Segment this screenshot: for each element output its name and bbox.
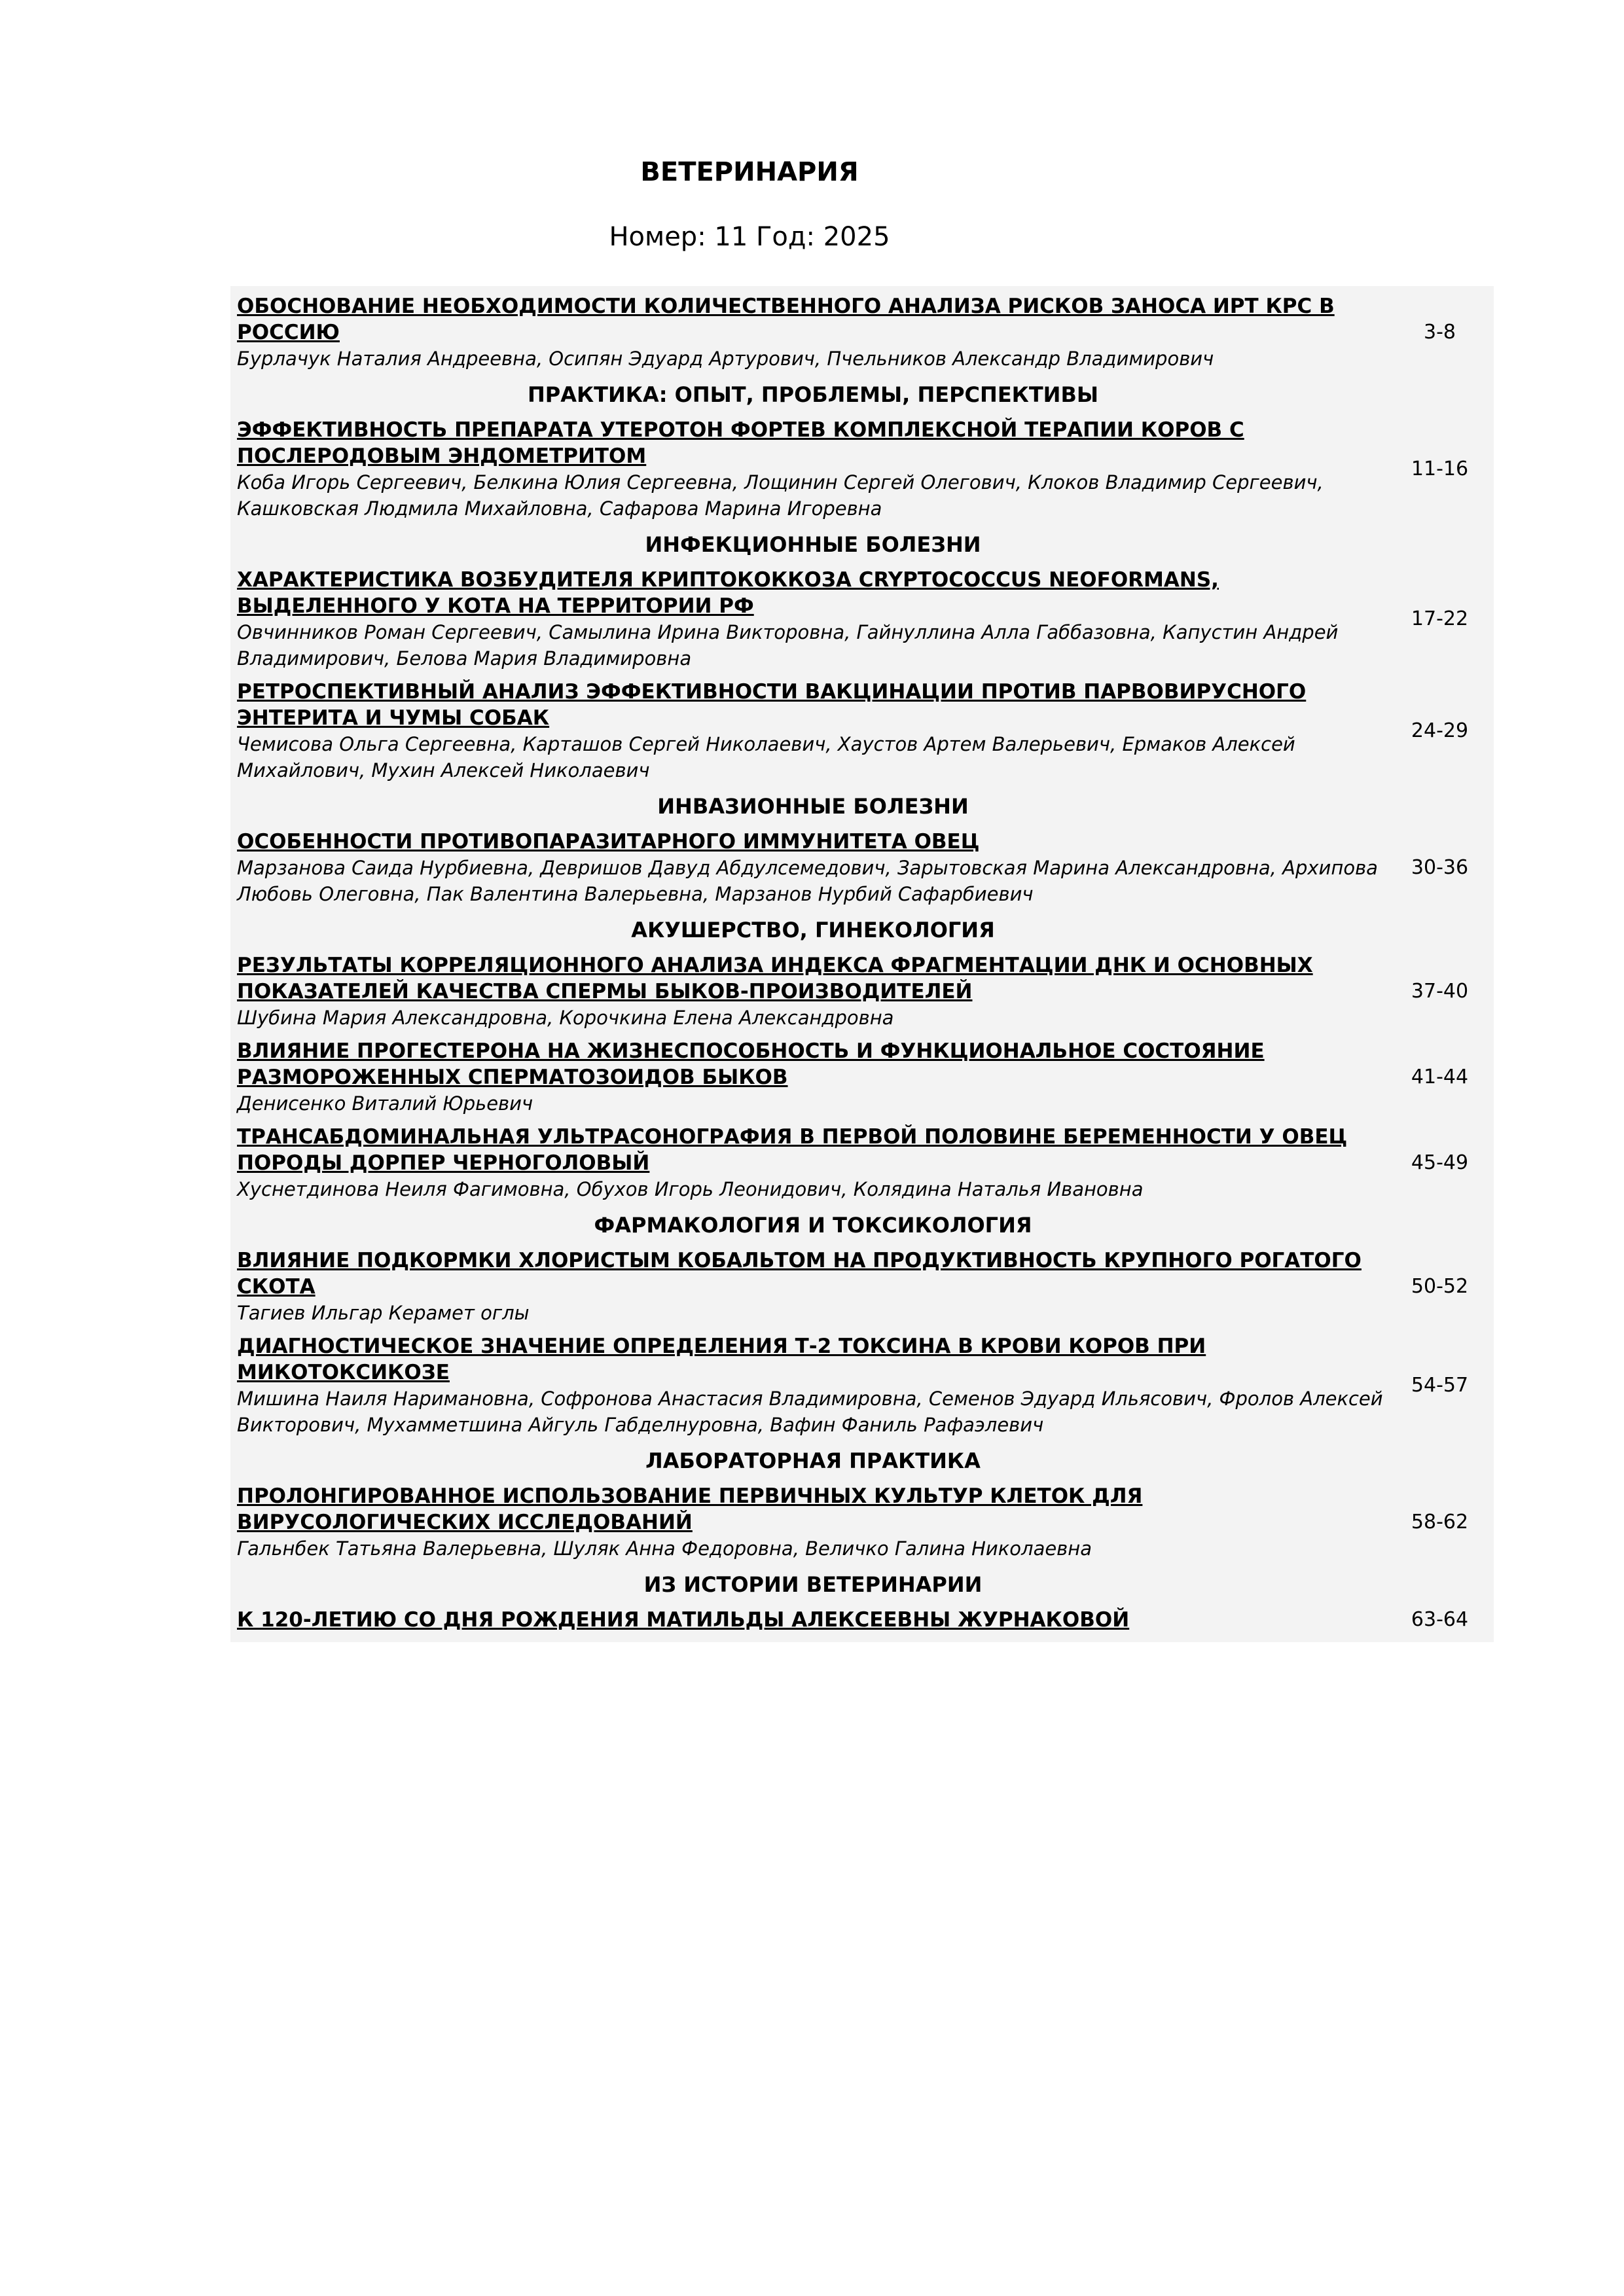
article-pages: 24-29 [1411,719,1469,742]
article-pages: 37-40 [1411,980,1469,1003]
article-text [230,1124,1386,1202]
article-pages: 17-22 [1411,607,1469,630]
article-title-link[interactable]: ЭФФЕКТИВНОСТЬ ПРЕПАРАТА УТЕРОТОН ФОРТЕВ КОМПЛЕКСНОЙ ТЕРАПИИ КОРОВ С ПОСЛЕРОДОВЫМ ЭНДОМЕТРИТОМ [237,418,1244,468]
article-pages: 41-44 [1411,1066,1469,1088]
article-text [230,1333,1386,1438]
article-title-link[interactable]: ОБОСНОВАНИЕ НЕОБХОДИМОСТИ КОЛИЧЕСТВЕННОГО АНАЛИЗА РИСКОВ ЗАНОСА ИРТ КРС В РОССИЮ [237,295,1335,344]
table-of-contents [230,286,1494,1642]
article-entry [230,1480,1494,1566]
article-title-link[interactable]: РЕТРОСПЕКТИВНЫЙ АНАЛИЗ ЭФФЕКТИВНОСТИ ВАКЦИНАЦИИ ПРОТИВ ПАРВОВИРУСНОГО ЭНТЕРИТА И ЧУМЫ СОБАК [237,680,1307,730]
article-entry [230,1330,1494,1442]
section-heading: ИНВАЗИОННЫЕ БОЛЕЗНИ [657,794,969,819]
article-title-link[interactable]: ОСОБЕННОСТИ ПРОТИВОПАРАЗИТАРНОГО ИММУНИТЕТА ОВЕЦ [237,830,980,853]
journal-title: ВЕТЕРИНАРИЯ [640,157,859,187]
section-heading: ИНФЕКЦИОННЫЕ БОЛЕЗНИ [645,532,981,557]
article-pages: 54-57 [1411,1374,1469,1397]
article-authors: Мишина Наиля Наримановна, Софронова Анастасия Владимировна, Семенов Эдуард Ильясович, Фролов Алексей Викторович, Мухамметшина Айгуль Габделнуровна, Вафин Фаниль Рафаэлевич [237,1388,1383,1436]
section-heading: ЛАБОРАТОРНАЯ ПРАКТИКА [645,1448,981,1473]
article-text [230,679,1386,783]
article-text [230,1038,1386,1117]
article-authors: Денисенко Виталий Юрьевич [237,1092,533,1115]
article-text [230,1483,1386,1562]
article-entry [230,290,1494,376]
article-title-link[interactable]: ВЛИЯНИЕ ПОДКОРМКИ ХЛОРИСТЫМ КОБАЛЬТОМ НА ПРОДУКТИВНОСТЬ КРУПНОГО РОГАТОГО СКОТА [237,1249,1362,1299]
article-title-link[interactable]: ВЛИЯНИЕ ПРОГЕСТЕРОНА НА ЖИЗНЕСПОСОБНОСТЬ И ФУНКЦИОНАЛЬНОЕ СОСТОЯНИЕ РАЗМОРОЖЕННЫХ СПЕРМАТОЗОИДОВ БЫКОВ [237,1039,1265,1089]
article-entry [230,414,1494,526]
article-entry [230,564,1494,675]
article-title-link[interactable]: РЕЗУЛЬТАТЫ КОРРЕЛЯЦИОННОГО АНАЛИЗА ИНДЕКСА ФРАГМЕНТАЦИИ ДНК И ОСНОВНЫХ ПОКАЗАТЕЛЕЙ КАЧЕСТВА СПЕРМЫ БЫКОВ-ПРОИЗВОДИТЕЛЕЙ [237,954,1313,1003]
article-entry [230,1244,1494,1330]
section-heading: АКУШЕРСТВО, ГИНЕКОЛОГИЯ [631,918,995,942]
article-pages: 45-49 [1411,1151,1469,1174]
article-entry [230,949,1494,1035]
article-entry [230,825,1494,911]
article-text [230,293,1386,372]
article-authors: Бурлачук Наталия Андреевна, Осипян Эдуард Артурович, Пчельников Александр Владимирович [237,348,1214,370]
article-text [230,952,1386,1031]
article-authors: Марзанова Саида Нурбиевна, Девришов Давуд Абдулсемедович, Зарытовская Марина Александровна, Архипова Любовь Олеговна, Пак Валентина Валерьевна, Марзанов Нурбий Сафарбиевич [237,857,1378,905]
issue-number-year: Номер: 11 Год: 2025 [609,222,890,252]
article-text [230,417,1386,522]
article-pages: 30-36 [1411,856,1469,879]
article-pages: 11-16 [1411,457,1469,480]
article-authors: Овчинников Роман Сергеевич, Самылина Ирина Викторовна, Гайнуллина Алла Габбазовна, Капустин Андрей Владимирович, Белова Мария Владимировна [237,621,1339,670]
section-heading: ФАРМАКОЛОГИЯ И ТОКСИКОЛОГИЯ [594,1213,1032,1238]
article-title-link[interactable]: ДИАГНОСТИЧЕСКОЕ ЗНАЧЕНИЕ ОПРЕДЕЛЕНИЯ Т-2 ТОКСИНА В КРОВИ КОРОВ ПРИ МИКОТОКСИКОЗЕ [237,1335,1206,1384]
article-title-link[interactable]: ТРАНСАБДОМИНАЛЬНАЯ УЛЬТРАСОНОГРАФИЯ В ПЕРВОЙ ПОЛОВИНЕ БЕРЕМЕННОСТИ У ОВЕЦ ПОРОДЫ ДОРПЕР ЧЕРНОГОЛОВЫЙ [237,1125,1348,1175]
article-entry [230,1121,1494,1206]
article-entry [230,1035,1494,1121]
article-text [230,1607,1386,1633]
section-heading: ПРАКТИКА: ОПЫТ, ПРОБЛЕМЫ, ПЕРСПЕКТИВЫ [528,382,1098,407]
article-entry [230,675,1494,787]
article-pages: 50-52 [1411,1275,1469,1298]
article-authors: Хуснетдинова Неиля Фагимовна, Обухов Игорь Леонидович, Колядина Наталья Ивановна [237,1178,1144,1200]
article-title-link[interactable]: ХАРАКТЕРИСТИКА ВОЗБУДИТЕЛЯ КРИПТОКОККОЗА CRYPTOCOCCUS NEOFORMANS, ВЫДЕЛЕННОГО У КОТА НА ТЕРРИТОРИИ РФ [237,568,1219,618]
article-entry [230,1604,1494,1637]
article-title-link[interactable]: К 120-ЛЕТИЮ СО ДНЯ РОЖДЕНИЯ МАТИЛЬДЫ АЛЕКСЕЕВНЫ ЖУРНАКОВОЙ [237,1608,1130,1632]
article-authors: Шубина Мария Александровна, Корочкина Елена Александровна [237,1007,894,1029]
article-pages: 58-62 [1411,1511,1469,1534]
article-text [230,1247,1386,1326]
article-pages: 63-64 [1411,1608,1469,1631]
article-title-link[interactable]: ПРОЛОНГИРОВАННОЕ ИСПОЛЬЗОВАНИЕ ПЕРВИЧНЫХ КУЛЬТУР КЛЕТОК ДЛЯ ВИРУСОЛОГИЧЕСКИХ ИССЛЕДОВАНИЙ [237,1484,1143,1534]
article-authors: Тагиев Ильгар Керамет оглы [237,1302,530,1324]
article-authors: Гальнбек Татьяна Валерьевна, Шуляк Анна Федоровна, Величко Галина Николаевна [237,1537,1092,1560]
article-text [230,567,1386,672]
section-heading: ИЗ ИСТОРИИ ВЕТЕРИНАРИИ [643,1572,983,1597]
article-authors: Чемисова Ольга Сергеевна, Карташов Сергей Николаевич, Хаустов Артем Валерьевич, Ермаков Алексей Михайлович, Мухин Алексей Николаевич [237,733,1295,781]
article-pages: 3-8 [1424,321,1456,344]
article-text [230,829,1386,907]
article-authors: Коба Игорь Сергеевич, Белкина Юлия Сергеевна, Лощинин Сергей Олегович, Клоков Владимир Сергеевич, Кашковская Людмила Михайловна, Сафарова Марина Игоревна [237,471,1324,520]
